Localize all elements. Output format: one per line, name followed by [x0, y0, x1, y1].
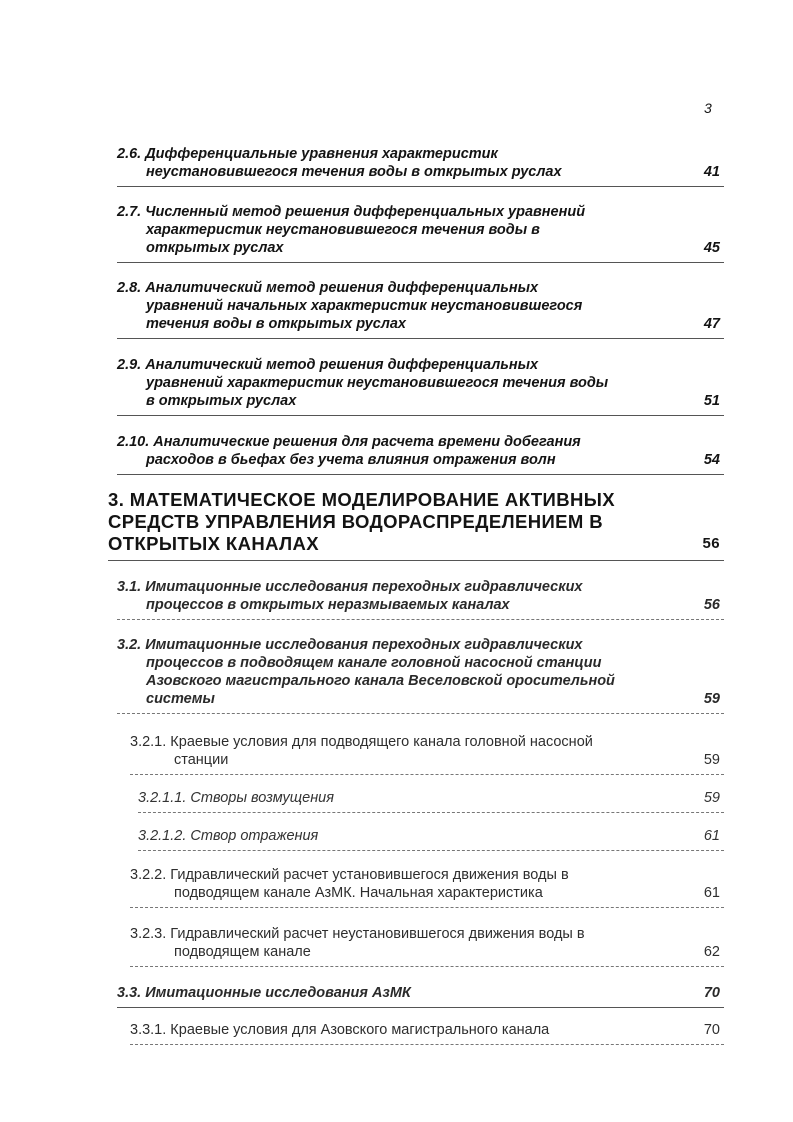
- toc-entry-3-3-1: [130, 1021, 724, 1039]
- divider: [117, 1007, 724, 1008]
- toc-entry-title-line: 2.8. Аналитический метод решения дифференциальных: [117, 280, 539, 296]
- toc-chapter-3: [108, 489, 724, 555]
- toc-entry-title-line: 3.3.1. Краевые условия для Азовского магистрального канала: [130, 1022, 550, 1038]
- divider: [117, 415, 724, 416]
- toc-entry-title-line: СРЕДСТВ УПРАВЛЕНИЯ ВОДОРАСПРЕДЕЛЕНИЕМ В: [108, 511, 604, 532]
- toc-entry-page: 51: [703, 393, 720, 409]
- divider: [130, 907, 724, 908]
- toc-entry-2-8: [117, 279, 724, 333]
- toc-entry-page: 45: [703, 240, 720, 256]
- divider: [117, 186, 724, 187]
- toc-entry-title-line: 2.10. Аналитические решения для расчета времени добегания: [117, 434, 581, 450]
- page-number: 3: [704, 100, 712, 116]
- toc-entry-2-6: [117, 145, 724, 181]
- toc-entry-title-line: процессов в подводящем канале головной насосной станции: [146, 655, 602, 671]
- divider: [130, 1044, 724, 1045]
- divider: [117, 338, 724, 339]
- toc-entry-title-line: 3.2.1.2. Створ отражения: [138, 828, 319, 844]
- toc-entry-page: 41: [703, 164, 720, 180]
- toc-entry-title-line: процессов в открытых неразмываемых каналах: [146, 597, 510, 613]
- divider: [108, 560, 724, 561]
- divider: [117, 262, 724, 263]
- toc-entry-3-3: [117, 984, 724, 1002]
- toc-entry-title-line: подводящем канале: [174, 944, 311, 960]
- toc-entry-3-2-2: [130, 866, 724, 902]
- toc-entry-title-line: 3.1. Имитационные исследования переходных гидравлических: [117, 579, 583, 595]
- toc-entry-2-9: [117, 356, 724, 410]
- toc-entry-title-line: течения воды в открытых руслах: [146, 316, 406, 332]
- toc-entry-title-line: неустановившегося течения воды в открытых руслах: [146, 164, 562, 180]
- toc-entry-page: 70: [703, 985, 720, 1001]
- toc-entry-title-line: Азовского магистрального канала Веселовской оросительной: [146, 673, 615, 689]
- toc-entry-title-line: 3.3. Имитационные исследования АзМК: [117, 985, 411, 1001]
- toc-entry-page: 56: [702, 535, 720, 552]
- divider: [117, 713, 724, 714]
- divider: [138, 850, 724, 851]
- toc-entry-title-line: 3.2.1. Краевые условия для подводящего канала головной насосной: [130, 734, 593, 750]
- toc-entry-page: 54: [703, 452, 720, 468]
- toc-entry-3-2-1-2: [138, 827, 724, 845]
- toc-entry-title-line: уравнений начальных характеристик неустановившегося: [146, 298, 583, 314]
- toc-entry-page: 62: [703, 944, 720, 960]
- toc-entry-title-line: характеристик неустановившегося течения воды в: [146, 222, 540, 238]
- divider: [138, 812, 724, 813]
- toc-entry-title-line: 2.6. Дифференциальные уравнения характеристик: [117, 146, 498, 162]
- toc-entry-3-2-1: [130, 733, 724, 769]
- toc-entry-title-line: 2.9. Аналитический метод решения дифференциальных: [117, 357, 539, 373]
- toc-entry-title-line: открытых руслах: [146, 240, 284, 256]
- toc-entry-page: 59: [703, 752, 720, 768]
- toc-entry-2-10: [117, 433, 724, 469]
- toc-entry-page: 70: [703, 1022, 720, 1038]
- toc-entry-title-line: 3.2.2. Гидравлический расчет установившегося движения воды в: [130, 867, 569, 883]
- toc-entry-page: 59: [703, 790, 720, 806]
- toc-entry-3-2-1-1: [138, 789, 724, 807]
- toc-entry-page: 47: [703, 316, 720, 332]
- toc-entry-title-line: уравнений характеристик неустановившегося течения воды: [146, 375, 609, 391]
- toc-entry-page: 61: [703, 828, 720, 844]
- toc-entry-title-line: 3.2.1.1. Створы возмущения: [138, 790, 334, 806]
- toc-entry-3-1: [117, 578, 724, 614]
- toc-entry-title-line: в открытых руслах: [146, 393, 297, 409]
- toc-entry-page: 56: [703, 597, 720, 613]
- toc-entry-3-2-3: [130, 925, 724, 961]
- toc-entry-3-2: [117, 636, 724, 708]
- divider: [117, 474, 724, 475]
- toc-entry-title-line: 2.7. Численный метод решения дифференциальных уравнений: [117, 204, 586, 220]
- toc-entry-title-line: расходов в бьефах без учета влияния отражения волн: [146, 452, 556, 468]
- toc-entry-title-line: 3.2. Имитационные исследования переходных гидравлических: [117, 637, 583, 653]
- divider: [130, 774, 724, 775]
- toc-entry-title-line: подводящем канале АзМК. Начальная характеристика: [174, 885, 543, 901]
- toc-entry-2-7: [117, 203, 724, 257]
- toc-entry-page: 59: [703, 691, 720, 707]
- toc-entry-title-line: 3.2.3. Гидравлический расчет неустановившегося движения воды в: [130, 926, 585, 942]
- toc-entry-page: 61: [703, 885, 720, 901]
- divider: [117, 619, 724, 620]
- toc-entry-title-line: станции: [174, 752, 229, 768]
- toc-entry-title-line: ОТКРЫТЫХ КАНАЛАХ: [108, 533, 320, 554]
- toc-entry-title-line: 3. МАТЕМАТИЧЕСКОЕ МОДЕЛИРОВАНИЕ АКТИВНЫХ: [108, 489, 616, 510]
- toc-entry-title-line: системы: [146, 691, 215, 707]
- divider: [130, 966, 724, 967]
